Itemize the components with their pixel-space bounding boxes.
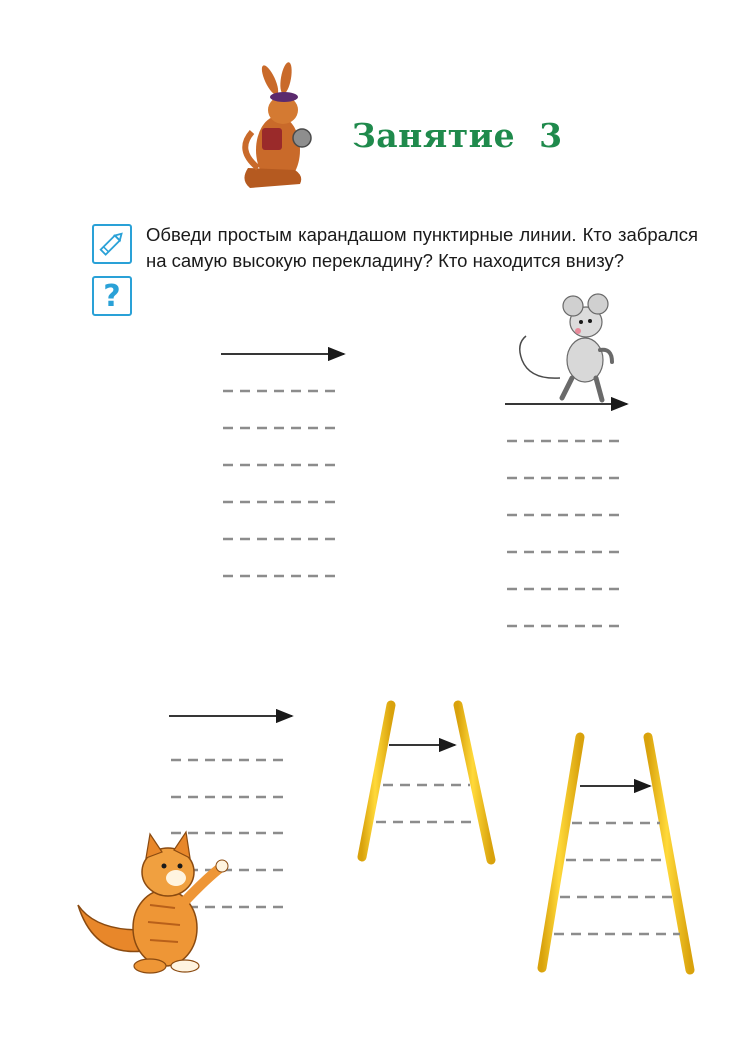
lesson-number: 3 (539, 116, 563, 155)
ladder-5-right-rail (648, 737, 690, 970)
ladder-4 (362, 705, 491, 860)
lesson-title-word: Занятие (352, 116, 516, 155)
ladder-4-left-rail (362, 705, 391, 857)
cat-character (78, 832, 228, 973)
task-instruction: Обведи простым карандашом пунктирные линии. Кто забрался на самую высокую перекладину? Кто находится внизу? (146, 224, 698, 271)
kangaroo-mascot (244, 61, 311, 188)
ladder-4-right-rail (458, 705, 491, 860)
ladder-5 (542, 737, 690, 970)
question-symbol: ? (103, 279, 121, 314)
mouse-character (520, 294, 612, 400)
ladder-1 (216, 313, 349, 617)
ladder-2 (500, 363, 632, 665)
